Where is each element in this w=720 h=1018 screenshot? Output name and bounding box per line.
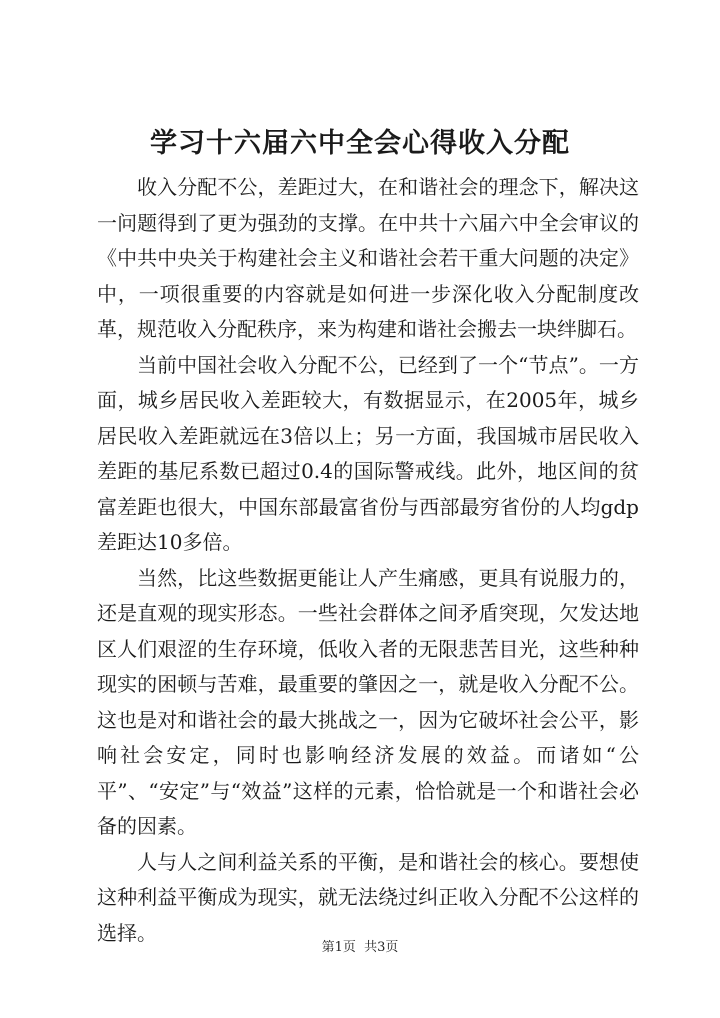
paragraph-1: 收入分配不公，差距过大，在和谐社会的理念下，解决这一问题得到了更为强劲的支撑。在中共十六届六中全会审议的《中共中央关于构建社会主义和谐社会若干重大问题的决定》中，一项很重要的内容就是如何进一步深化收入分配制度改革，规范收入分配秩序，来为构建和谐社会搬去一块绊脚石。 [97,175,639,341]
page-number: 第1页 共3页 [321,940,399,955]
page-title: 学习十六届六中全会心得收入分配 [150,128,570,159]
paragraph-4: 人与人之间利益关系的平衡，是和谐社会的核心。要想使这种利益平衡成为现实，就无法绕过纠正收入分配不公这样的选择。 [97,849,639,945]
page-footer [0,938,720,958]
document-body [97,170,639,951]
paragraph-2: 当前中国社会收入分配不公，已经到了一个“节点”。一方面，城乡居民收入差距较大，有数据显示，在2005年，城乡居民收入差距就远在3倍以上；另一方面，我国城市居民收入差距的基尼系数已超过0.4的国际警戒线。此外，地区间的贫富差距也很大，中国东部最富省份与西部最穷省份的人均gdp差距达10多倍。 [97,352,639,554]
paragraph-3: 当然，比这些数据更能让人产生痛感，更具有说服力的，还是直观的现实形态。一些社会群体之间矛盾突现，欠发达地区人们艰涩的生存环境，低收入者的无限悲苦目光，这些种种现实的困顿与苦难，最重要的肇因之一，就是收入分配不公。这也是对和谐社会的最大挑战之一，因为它破坏社会公平，影响社会安定，同时也影响经济发展的效益。而诸如“公平”、“安定”与“效益”这样的元素，恰恰就是一个和谐社会必备的因素。 [97,565,639,838]
